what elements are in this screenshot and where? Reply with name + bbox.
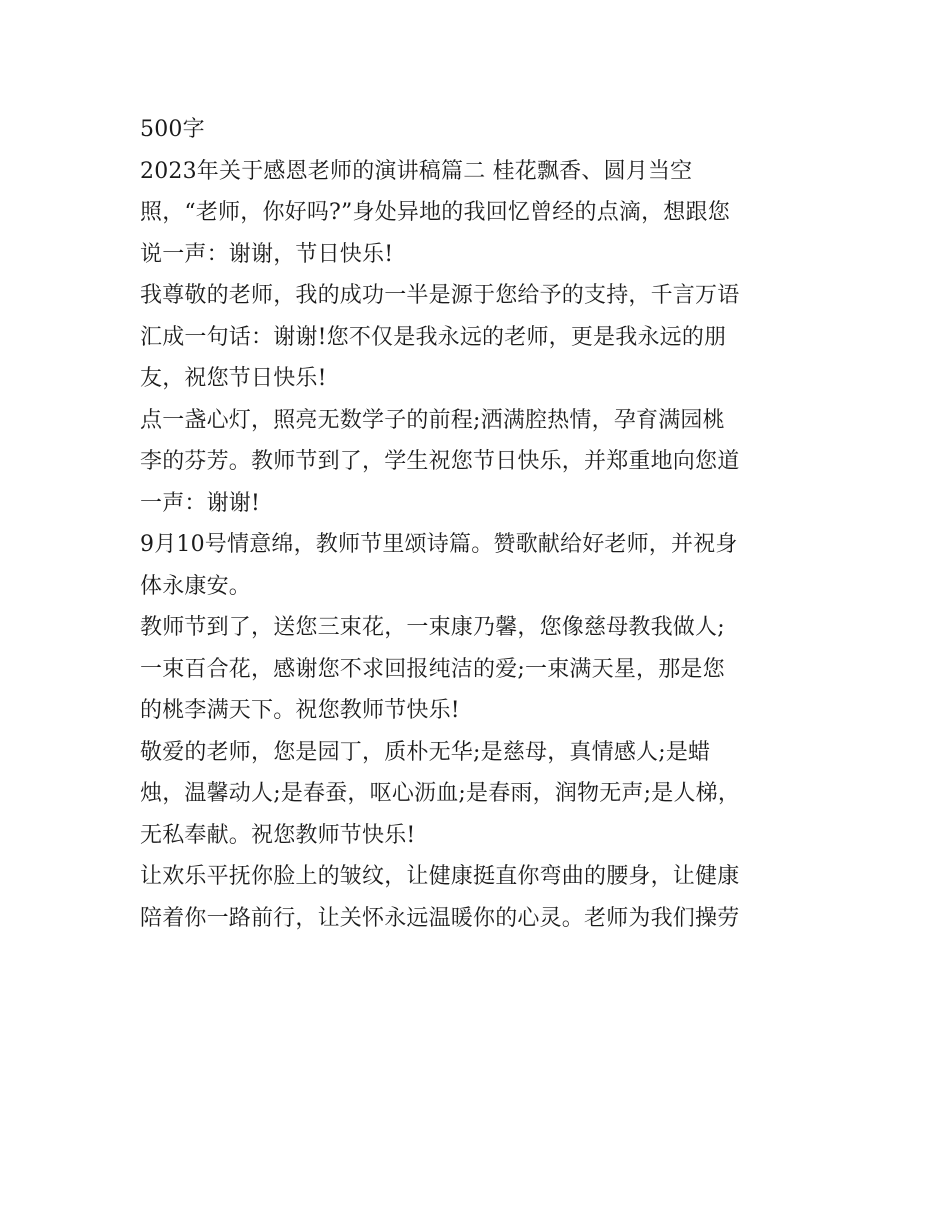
text-line: 点一盏心灯，照亮无数学子的前程;洒满腔热情，孕育满园桃 [140, 407, 725, 433]
text-line: 汇成一句话：谢谢!您不仅是我永远的老师，更是我永远的朋 [140, 324, 727, 350]
text-line: 友，祝您节日快乐! [140, 366, 327, 391]
text-line: 无私奉献。祝您教师节快乐! [140, 822, 416, 848]
text-line: 的桃李满天下。祝您教师节快乐! [140, 698, 460, 723]
text-line: 一声：谢谢! [140, 490, 261, 516]
text-line: 让欢乐平抚你脸上的皱纹，让健康挺直你弯曲的腰身，让健康 [140, 864, 740, 889]
text-line: 9月10号情意绵，教师节里颂诗篇。赞歌献给好老师，并祝身 [140, 532, 738, 557]
text-line: 我尊敬的老师，我的成功一半是源于您给予的支持，千言万语 [140, 283, 740, 308]
text-line: 烛，温馨动人;是春蚕，呕心沥血;是春雨，润物无声;是人梯， [140, 781, 741, 806]
text-line: 500字 [140, 117, 205, 142]
text-line: 体永康安。 [140, 573, 252, 599]
text-line: 陪着你一路前行，让关怀永远温暖你的心灵。老师为我们操劳 [140, 905, 740, 931]
text-line: 说一声：谢谢，节日快乐! [140, 241, 394, 267]
text-line: 2023年关于感恩老师的演讲稿篇二 桂花飘香、圆月当空 [140, 158, 693, 184]
document-body [140, 109, 820, 939]
text-line: 教师节到了，送您三束花，一束康乃馨，您像慈母教我做人; [140, 615, 725, 640]
text-line: 一束百合花，感谢您不求回报纯洁的爱;一束满天星，那是您 [140, 656, 725, 682]
text-line: 敬爱的老师，您是园丁，质朴无华;是慈母，真情感人;是蜡 [140, 739, 711, 765]
text-line: 照，“老师，你好吗?”身处异地的我回忆曾经的点滴，想跟您 [140, 200, 730, 225]
text-line: 李的芬芳。教师节到了，学生祝您节日快乐，并郑重地向您道 [140, 449, 740, 474]
